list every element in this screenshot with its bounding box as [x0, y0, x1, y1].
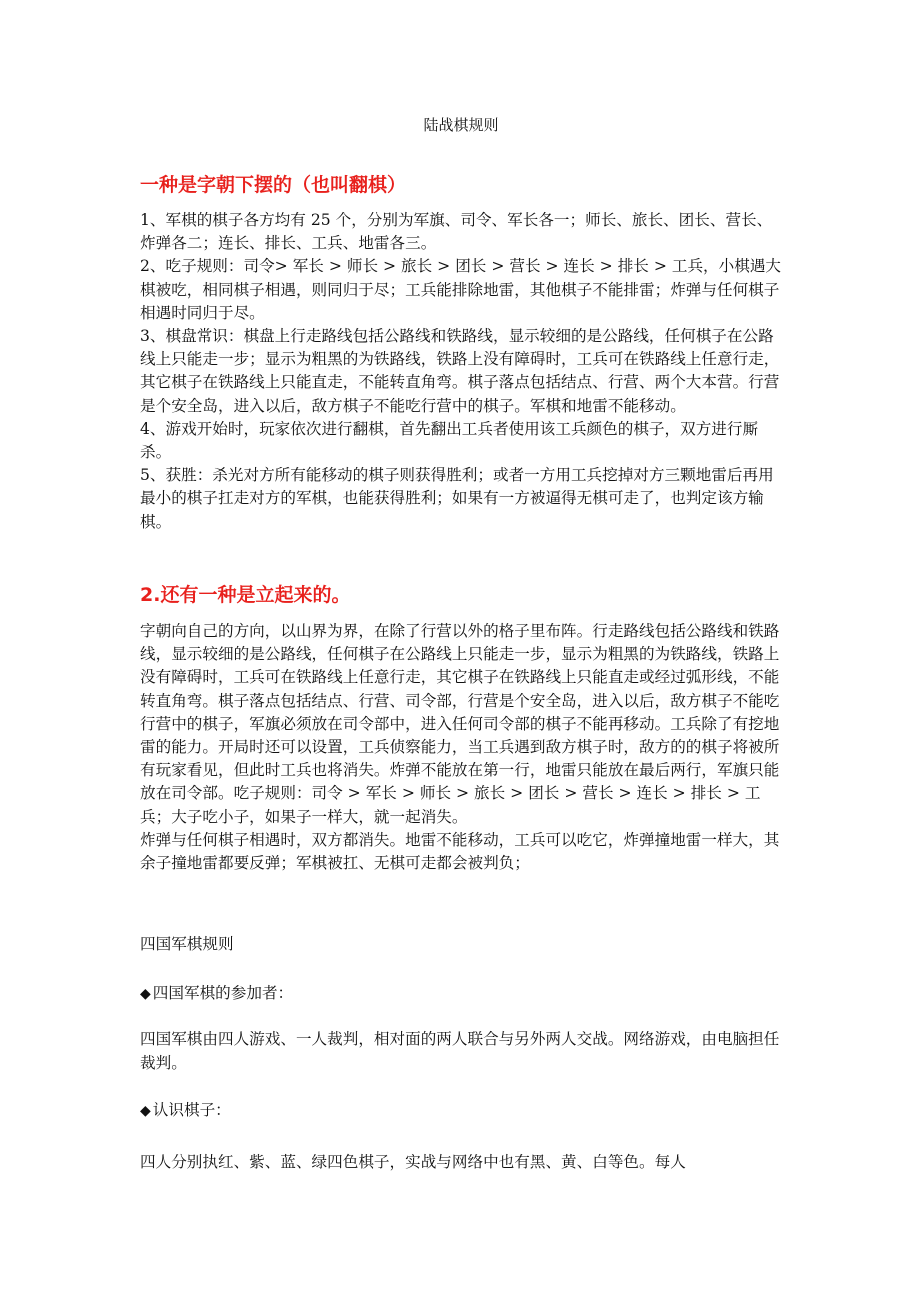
section1-paragraph-1: 1、军棋的棋子各方均有 25 个，分别为军旗、司令、军长各一；师长、旅长、团长、营长、炸弹各二；连长、排长、工兵、地雷各三。 — [140, 211, 773, 253]
section1-paragraph-3: 3、棋盘常识：棋盘上行走路线包括公路线和铁路线，显示较细的是公路线，任何棋子在公路线上只能走一步；显示为粗黑的为铁路线，铁路上没有障碍时，工兵可在铁路线上任意行走，其它棋子在铁路线上只能直走，不能转直角弯。棋子落点包括结点、行营、两个大本营。行营是个安全岛，进入以后，敌方棋子不能吃行营中的棋子。军棋和地雷不能移动。 — [140, 327, 780, 415]
section2-heading: 2.还有一种是立起来的。 — [140, 584, 351, 606]
section3-sub2-heading — [140, 1098, 782, 1123]
diamond-icon: ◆ — [140, 1103, 151, 1119]
section2-paragraph-1: 字朝向自己的方向，以山界为界，在除了行营以外的格子里布阵。行走路线包括公路线和铁路线，显示较细的是公路线，任何棋子在公路线上只能走一步，显示为粗黑的为铁路线，铁路上没有障碍时，工兵可在铁路线上任意行走，其它棋子在铁路线上只能直走或经过弧形线，不能转直角弯。棋子落点包括结点、行营、司令部，行营是个安全岛，进入以后，敌方棋子不能吃行营中的棋子，军旗必须放在司令部中，进入任何司令部的棋子不能再移动。工兵除了有挖地雷的能力。开局时还可以设置，工兵侦察能力，当工兵遇到敌方棋子时，敌方的的棋子将被所有玩家看见，但此时工兵也将消失。炸弹不能放在第一行，地雷只能放在最后两行，军旗只能放在司令部。吃子规则：司令 > 军长 > 师长 > 旅长 > 团长 > 营长 > 连长 > 排长 > 工兵；大子吃小子，如果子一样大，就一起消失。 — [140, 622, 780, 826]
section1-paragraph-5: 5、获胜：杀光对方所有能移动的棋子则获得胜利；或者一方用工兵挖掉对方三颗地雷后再用最小的棋子扛走对方的军棋，也能获得胜利；如果有一方被逼得无棋可走了，也判定该方输棋。 — [140, 466, 774, 531]
section2-paragraph-2: 炸弹与任何棋子相遇时，双方都消失。地雷不能移动，工兵可以吃它，炸弹撞地雷一样大，其余子撞地雷都要反弹；军棋被扛、无棋可走都会被判负； — [140, 830, 780, 873]
section3-sub1-heading — [140, 981, 782, 1006]
section1-paragraph-4: 4、游戏开始时，玩家依次进行翻棋，首先翻出工兵者使用该工兵颜色的棋子，双方进行厮杀。 — [140, 419, 759, 462]
section3-sub1-label: 四国军棋的参加者： — [152, 984, 294, 1002]
section1-heading: 一种是字朝下摆的（也叫翻棋） — [140, 174, 407, 196]
section3-sub2-text: 四人分别执红、紫、蓝、绿四色棋子，实战与网络中也有黑、黄、白等色。每人 — [140, 1153, 686, 1171]
section3-title: 四国军棋规则 — [140, 935, 234, 953]
section1-body — [140, 209, 782, 534]
section2-body — [140, 620, 782, 875]
section3-sub2-label: 认识棋子： — [152, 1101, 231, 1119]
document-title: 陆战棋规则 — [423, 116, 499, 134]
diamond-icon: ◆ — [140, 986, 151, 1002]
section3-sub1-text: 四国军棋由四人游戏、一人裁判，相对面的两人联合与另外两人交战。网络游戏，由电脑担任裁判。 — [140, 1030, 780, 1072]
section1-paragraph-2: 2、吃子规则：司令> 军长 > 师长 > 旅长 > 团长 > 营长 > 连长 > 排长 > 工兵，小棋遇大棋被吃，相同棋子相遇，则同归于尽；工兵能排除地雷，其他棋子不能排雷；炸弹与任何棋子相遇时同归于尽。 — [140, 257, 782, 322]
